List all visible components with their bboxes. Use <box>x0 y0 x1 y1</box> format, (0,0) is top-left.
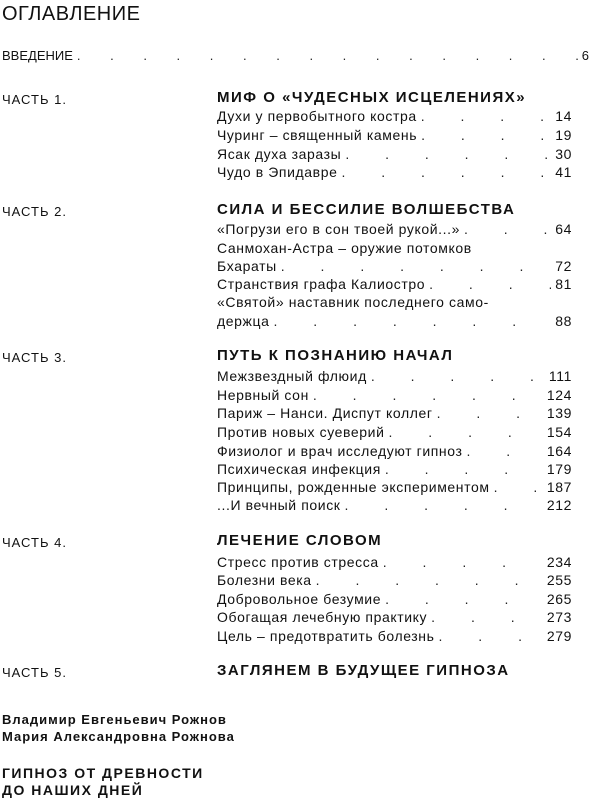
toc-entry: «Погрузи его в сон твоей рукой...» . . . 64 <box>217 221 572 237</box>
toc-entry: «Святой» наставник последнего само- <box>217 294 489 310</box>
toc-entry: Духи у первобытного костра . . . 14 <box>217 108 572 124</box>
toc-entry: Санмохан-Астра – оружие потомков <box>217 240 472 256</box>
toc-entry: Принципы, рожденные экспериментом . . . 187 <box>217 479 572 495</box>
part-4-label: ЧАСТЬ 4. <box>2 535 67 550</box>
toc-entry: Межзвездный флюид . . . 111 <box>217 368 572 384</box>
toc-entry: Психическая инфекция . . . 179 <box>217 461 572 477</box>
toc-entry: Чудо в Эпидавре . . . 41 <box>217 164 572 180</box>
leader-dots <box>77 48 578 63</box>
author-name: Мария Александровна Рожнова <box>2 729 235 744</box>
intro-page: 6 <box>581 48 589 63</box>
part-5-title: ЗАГЛЯНЕМ В БУДУЩЕЕ ГИПНОЗА <box>217 662 510 679</box>
toc-entry: Стресс против стресса . . . 234 <box>217 554 572 570</box>
toc-entry: Обогащая лечебную практику . . . 273 <box>217 609 572 625</box>
toc-title: ОГЛАВЛЕНИЕ <box>2 3 141 25</box>
toc-entry: Цель – предотвратить болезнь . . . 279 <box>217 628 572 644</box>
part-5-label: ЧАСТЬ 5. <box>2 665 67 680</box>
toc-entry: Нервный сон . . . 124 <box>217 387 572 403</box>
part-2-label: ЧАСТЬ 2. <box>2 204 67 219</box>
toc-entry: Против новых суеверий . . . 154 <box>217 424 572 440</box>
book-title-line: ГИПНОЗ ОТ ДРЕВНОСТИ <box>2 765 204 781</box>
book-title-line: ДО НАШИХ ДНЕЙ <box>2 782 144 798</box>
toc-entry: ...И вечный поиск . . . 212 <box>217 497 572 513</box>
part-1-label: ЧАСТЬ 1. <box>2 92 67 107</box>
part-1-title: МИФ О «ЧУДЕСНЫХ ИСЦЕЛЕНИЯХ» <box>217 89 527 106</box>
part-4-title: ЛЕЧЕНИЕ СЛОВОМ <box>217 532 383 549</box>
part-2-title: СИЛА И БЕССИЛИЕ ВОЛШЕБСТВА <box>217 201 516 218</box>
intro-label: ВВЕДЕНИЕ <box>2 48 73 63</box>
toc-entry: Физиолог и врач исследуют гипноз . . . 164 <box>217 443 572 459</box>
toc-entry: Бхараты . . . 72 <box>217 258 572 274</box>
part-3-title: ПУТЬ К ПОЗНАНИЮ НАЧАЛ <box>217 347 454 364</box>
part-3-label: ЧАСТЬ 3. <box>2 350 67 365</box>
toc-intro-row <box>2 48 589 63</box>
toc-entry: Париж – Нанси. Диспут коллег . . . 139 <box>217 405 572 421</box>
toc-entry: Болезни века . . . 255 <box>217 572 572 588</box>
toc-entry: Странствия графа Калиостро . . . 81 <box>217 276 572 292</box>
toc-entry: держца . . . 88 <box>217 313 572 329</box>
author-name: Владимир Евгеньевич Рожнов <box>2 712 227 727</box>
toc-entry: Ясак духа заразы . . . 30 <box>217 146 572 162</box>
toc-entry: Чуринг – священный камень . . . 19 <box>217 127 572 143</box>
toc-entry: Добровольное безумие . . . 265 <box>217 591 572 607</box>
